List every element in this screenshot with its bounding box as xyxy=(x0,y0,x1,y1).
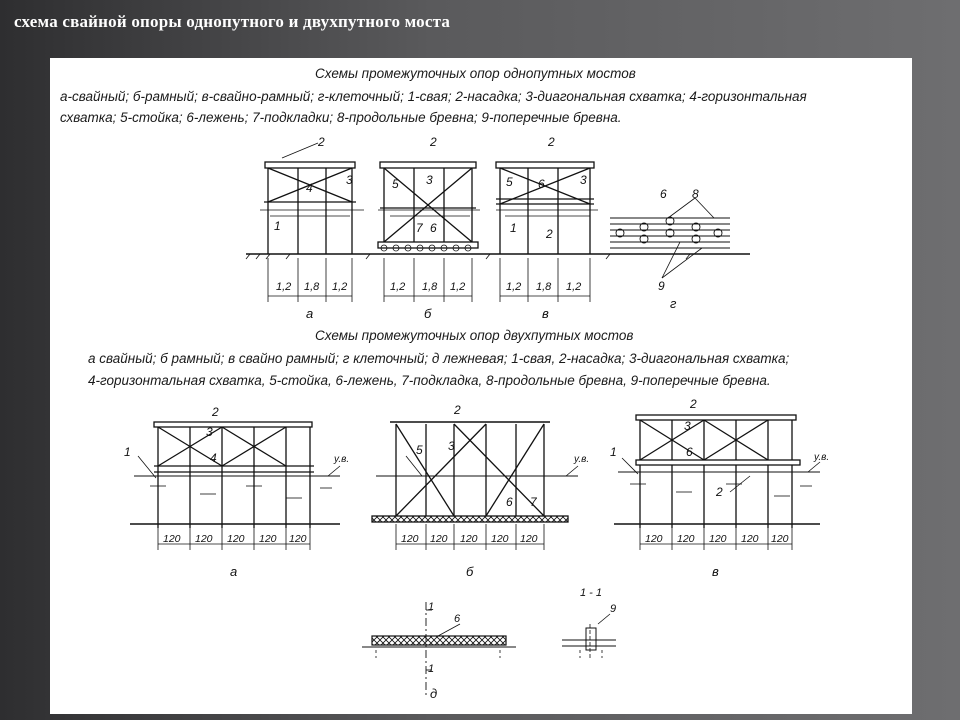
svg-text:2: 2 xyxy=(546,227,553,241)
svg-text:2: 2 xyxy=(454,403,461,417)
svg-text:1,2: 1,2 xyxy=(276,281,292,293)
svg-text:5: 5 xyxy=(416,443,423,457)
svg-text:6: 6 xyxy=(506,495,513,509)
svg-text:3: 3 xyxy=(346,173,353,187)
svg-text:2: 2 xyxy=(716,485,723,499)
double-track-schemes xyxy=(124,397,829,701)
svg-text:120: 120 xyxy=(289,533,307,545)
svg-text:120: 120 xyxy=(677,533,695,545)
svg-text:у.в.: у.в. xyxy=(814,452,830,463)
svg-text:в: в xyxy=(542,306,549,321)
svg-text:120: 120 xyxy=(163,533,181,545)
svg-text:6: 6 xyxy=(454,613,461,625)
svg-text:3: 3 xyxy=(426,173,433,187)
svg-text:1,2: 1,2 xyxy=(566,281,582,293)
svg-text:1 - 1: 1 - 1 xyxy=(580,587,603,599)
svg-text:1,8: 1,8 xyxy=(536,281,552,293)
svg-text:120: 120 xyxy=(259,533,277,545)
svg-text:120: 120 xyxy=(645,533,663,545)
slide-title: схема свайной опоры однопутного и двухпутного моста xyxy=(14,12,451,31)
svg-text:1,2: 1,2 xyxy=(332,281,348,293)
svg-text:1: 1 xyxy=(274,219,281,233)
single-track-legend-line2: схватка; 5-стойка; 6-лежень; 7-подкладки; 8-продольные бревна; 9-поперечные бревна. xyxy=(60,110,622,125)
svg-text:6: 6 xyxy=(538,177,545,191)
svg-text:4: 4 xyxy=(306,181,313,195)
svg-text:1,2: 1,2 xyxy=(390,281,406,293)
svg-text:1,2: 1,2 xyxy=(506,281,522,293)
single-track-schemes xyxy=(246,135,750,321)
svg-text:3: 3 xyxy=(206,425,213,439)
svg-text:5: 5 xyxy=(506,175,513,189)
svg-text:120: 120 xyxy=(520,533,538,545)
svg-text:2: 2 xyxy=(430,135,437,149)
double-track-heading: Схемы промежуточных опор двухпутных мостов xyxy=(315,328,634,343)
svg-text:1,8: 1,8 xyxy=(304,281,320,293)
svg-text:8: 8 xyxy=(692,187,699,201)
svg-text:4: 4 xyxy=(210,451,217,465)
svg-text:1: 1 xyxy=(610,445,617,459)
svg-text:у.в.: у.в. xyxy=(574,454,590,465)
svg-text:120: 120 xyxy=(709,533,727,545)
svg-text:1,8: 1,8 xyxy=(422,281,438,293)
svg-text:6: 6 xyxy=(660,187,667,201)
svg-text:2: 2 xyxy=(318,135,325,149)
svg-text:2: 2 xyxy=(690,397,697,411)
svg-text:г: г xyxy=(670,296,677,311)
svg-text:120: 120 xyxy=(460,533,478,545)
svg-text:1,2: 1,2 xyxy=(450,281,466,293)
svg-text:1: 1 xyxy=(428,663,435,675)
svg-text:120: 120 xyxy=(771,533,789,545)
svg-text:120: 120 xyxy=(741,533,759,545)
svg-text:6: 6 xyxy=(686,445,693,459)
svg-text:у.в.: у.в. xyxy=(334,454,350,465)
svg-text:1: 1 xyxy=(428,601,435,613)
svg-text:120: 120 xyxy=(491,533,509,545)
single-track-heading: Схемы промежуточных опор однопутных мостов xyxy=(315,66,636,81)
svg-text:6: 6 xyxy=(430,221,437,235)
svg-text:1: 1 xyxy=(510,221,517,235)
svg-text:б: б xyxy=(424,306,432,321)
double-track-legend-line2: 4-горизонтальная схватка, 5-стойка, 6-лежень, 7-подкладка, 8-продольные бревна, 9-поперечные бревна. xyxy=(88,373,771,388)
svg-text:120: 120 xyxy=(430,533,448,545)
svg-text:9: 9 xyxy=(610,603,617,615)
diagram-sheet xyxy=(50,58,912,714)
svg-text:7: 7 xyxy=(416,221,423,235)
svg-text:3: 3 xyxy=(684,419,691,433)
svg-text:2: 2 xyxy=(548,135,555,149)
svg-text:120: 120 xyxy=(227,533,245,545)
svg-text:1: 1 xyxy=(124,445,131,459)
svg-text:5: 5 xyxy=(392,177,399,191)
double-track-legend-line1: а свайный; б рамный; в свайно рамный; г клеточный; д лежневая; 1-свая, 2-насадка; 3-диагональная схватка; xyxy=(88,351,790,366)
svg-text:2: 2 xyxy=(212,405,219,419)
svg-text:120: 120 xyxy=(401,533,419,545)
svg-text:7: 7 xyxy=(530,495,537,509)
svg-text:в: в xyxy=(712,564,719,579)
svg-text:а: а xyxy=(306,306,314,321)
svg-text:9: 9 xyxy=(658,279,665,293)
svg-text:120: 120 xyxy=(195,533,213,545)
svg-text:б: б xyxy=(466,564,474,579)
svg-text:а: а xyxy=(230,564,238,579)
svg-text:д: д xyxy=(430,686,438,701)
svg-text:3: 3 xyxy=(448,439,455,453)
svg-text:3: 3 xyxy=(580,173,587,187)
single-track-legend-line1: а-свайный; б-рамный; в-свайно-рамный; г-клеточный; 1-свая; 2-насадка; 3-диагональная схватка; 4-горизонтальная xyxy=(60,89,807,104)
pier-diagram xyxy=(50,58,912,714)
